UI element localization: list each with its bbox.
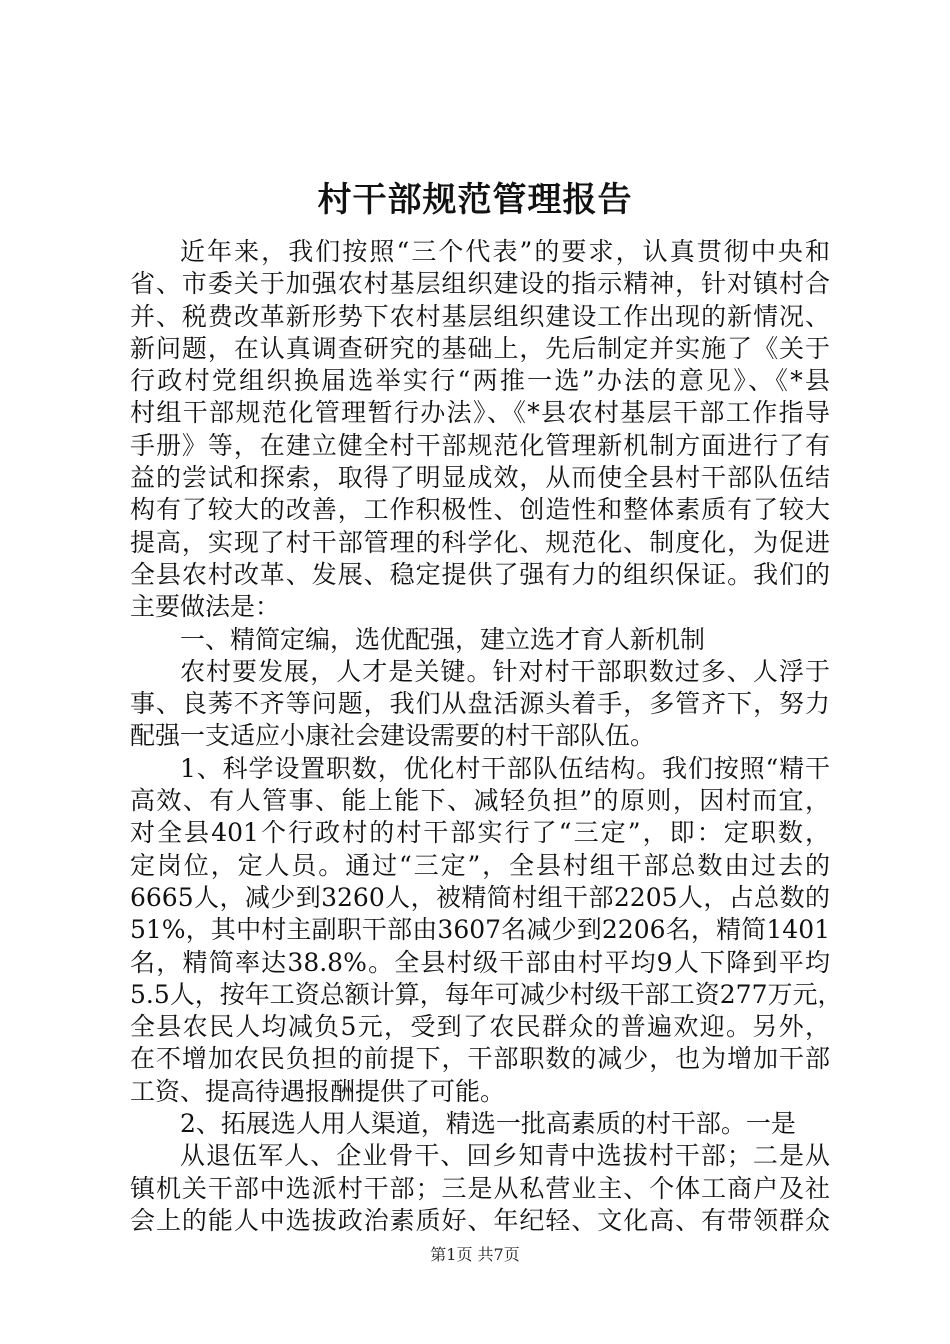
text-line: 在不增加农民负担的前提下，干部职数的减少，也为增加干部 — [130, 1044, 830, 1074]
text-line: 定岗位，定人员。通过“三定”，全县村组干部总数由过去的 — [130, 850, 830, 880]
text-line: 提高，实现了村干部管理的科学化、规范化、制度化，为促进 — [130, 527, 830, 557]
text-line: 1、科学设置职数，优化村干部队伍结构。我们按照“精干 — [180, 753, 830, 783]
text-line: 6665人，减少到3260人，被精简村组干部2205人，占总数的 — [130, 882, 830, 912]
section-heading: 一、精简定编，选优配强，建立选才育人新机制 — [180, 624, 706, 654]
text-line: 全县农村改革、发展、稳定提供了强有力的组织保证。我们的 — [130, 559, 830, 589]
text-line: 配强一支适应小康社会建设需要的村干部队伍。 — [130, 721, 656, 751]
text-line: 行政村党组织换届选举实行“两推一选”办法的意见》、《*县 — [130, 366, 830, 396]
document-title: 村干部规范管理报告 — [317, 180, 633, 220]
text-line: 工资、提高待遇报酬提供了可能。 — [130, 1076, 506, 1106]
text-line: 镇机关干部中选派村干部；三是从私营业主、个体工商户及社 — [130, 1173, 830, 1203]
text-line: 构有了较大的改善，工作积极性、创造性和整体素质有了较大 — [130, 495, 830, 525]
page-footer: 第1页 共7页 — [430, 1245, 520, 1264]
text-line: 会上的能人中选拔政治素质好、年纪轻、文化高、有带领群众 — [130, 1205, 830, 1235]
text-line: 农村要发展，人才是关键。针对村干部职数过多、人浮于 — [180, 656, 830, 686]
text-line: 村组干部规范化管理暂行办法》、《*县农村基层干部工作指导 — [130, 398, 830, 428]
text-line: 从退伍军人、企业骨干、回乡知青中选拔村干部；二是从 — [180, 1141, 830, 1171]
text-line: 事、良莠不齐等问题，我们从盘活源头着手，多管齐下，努力 — [130, 689, 830, 719]
text-line: 手册》等，在建立健全村干部规范化管理新机制方面进行了有 — [130, 430, 830, 460]
text-line: 对全县401个行政村的村干部实行了“三定”，即：定职数， — [130, 818, 830, 848]
text-line: 全县农民人均减负5元，受到了农民群众的普遍欢迎。另外， — [130, 1012, 830, 1042]
text-line: 并、税费改革新形势下农村基层组织建设工作出现的新情况、 — [130, 301, 830, 331]
text-line: 51%，其中村主副职干部由3607名减少到2206名，精简1401 — [130, 915, 830, 945]
text-line: 名，精简率达38.8%。全县村级干部由村平均9人下降到平均 — [130, 947, 830, 977]
text-line: 省、市委关于加强农村基层组织建设的指示精神，针对镇村合 — [130, 269, 830, 299]
text-line: 近年来，我们按照“三个代表”的要求，认真贯彻中央和 — [180, 237, 830, 266]
text-line: 新问题，在认真调查研究的基础上，先后制定并实施了《关于 — [130, 333, 830, 363]
text-line: 主要做法是： — [130, 592, 281, 622]
text-line: 高效、有人管事、能上能下、减轻负担”的原则，因村而宜， — [130, 786, 830, 816]
text-line: 益的尝试和探索，取得了明显成效，从而使全县村干部队伍结 — [130, 463, 830, 493]
text-line: 2、拓展选人用人渠道，精选一批高素质的村干部。一是 — [180, 1109, 796, 1139]
text-line: 5.5人，按年工资总额计算，每年可减少村级干部工资277万元， — [130, 979, 843, 1009]
document-body — [130, 236, 843, 1237]
